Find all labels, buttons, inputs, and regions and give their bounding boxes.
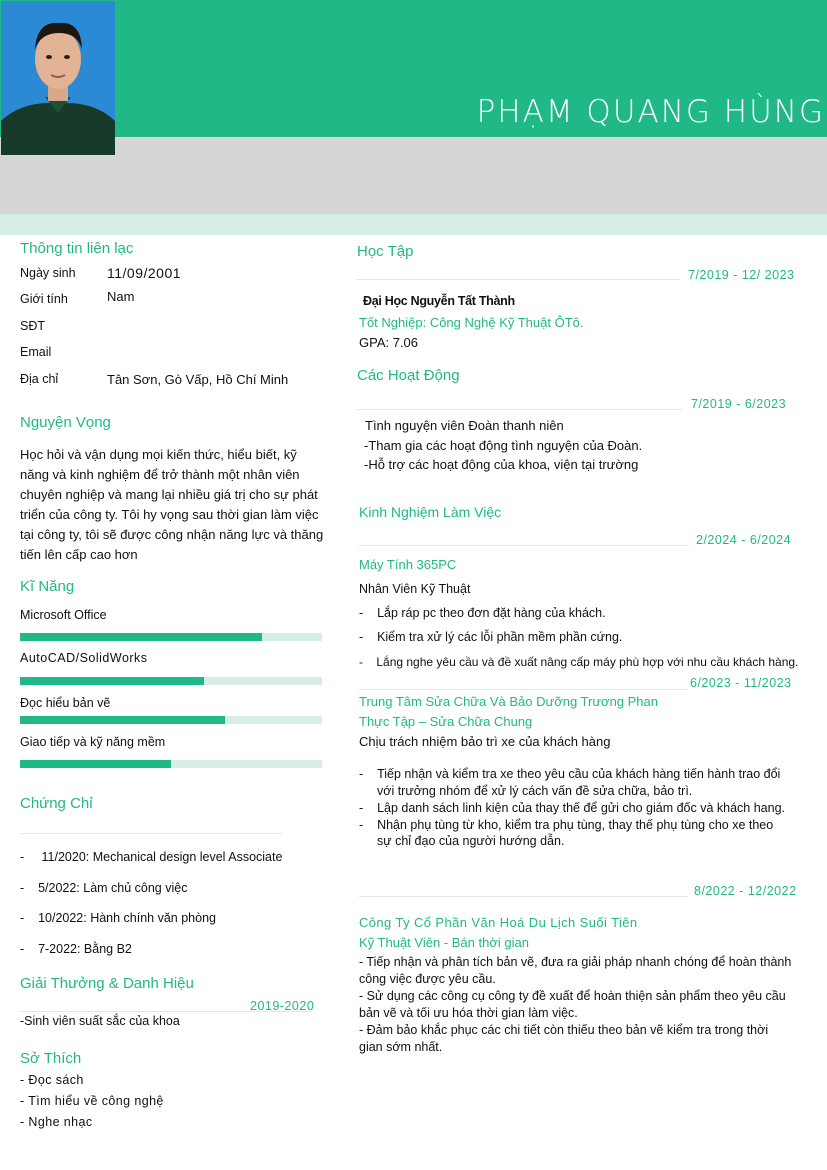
job-line: - Sử dụng các công cụ công ty đề xuất để hoàn thiện sản phẩm theo yêu cầu (359, 989, 786, 1003)
job-description (359, 954, 809, 1056)
activity-line: -Tham gia các hoạt động tình nguyện của Đoàn. (364, 438, 643, 453)
skill-bar (20, 760, 322, 768)
awards-heading: Giải Thưởng & Danh Hiệu (20, 975, 194, 992)
skill-bar (20, 677, 322, 685)
job-line: - Tiếp nhận và phân tích bản vẽ, đưa ra giải pháp nhanh chóng để hoàn thành (359, 955, 792, 969)
job-role: Nhân Viên Kỹ Thuật (359, 582, 471, 596)
skill-name: AutoCAD/SolidWorks (20, 651, 148, 665)
job-bullet: - Lắp ráp pc theo đơn đặt hàng của khách. (359, 606, 606, 620)
school-name: Đại Học Nguyễn Tất Thành (363, 294, 515, 308)
job-date: 6/2023 - 11/2023 (690, 676, 792, 690)
job-company: Máy Tính 365PC (359, 557, 457, 572)
job-company: Trung Tâm Sửa Chữa Và Bảo Dưỡng Trương Phan (359, 694, 658, 709)
job-line: gian sớm nhất. (359, 1040, 443, 1054)
profile-photo (1, 1, 115, 155)
objective-text (20, 445, 330, 565)
job-line: công việc được yêu cầu. (359, 972, 496, 986)
divider (359, 545, 689, 546)
activities-date: 7/2019 - 6/2023 (691, 397, 787, 411)
major: Tốt Nghiệp: Công Nghệ Kỹ Thuật ÔTô. (359, 315, 584, 330)
gender-label: Giới tính (20, 292, 68, 306)
divider (20, 833, 282, 834)
job-company: Công Ty Cổ Phần Văn Hoá Du Lịch Suối Tiên (359, 915, 638, 930)
job-bullet: - Lập danh sách linh kiện của thay thế để gửi cho giám đốc và khách hang. (359, 801, 786, 815)
contact-heading: Thông tin liên lạc (20, 240, 134, 257)
job-role: Kỹ Thuật Viên - Bán thời gian (359, 935, 529, 950)
job-bullet: - Nhận phụ tùng từ kho, kiểm tra phụ tùng, thay thế phụ tùng cho xe theo (359, 818, 774, 832)
hobby-item: - Tìm hiểu về công nghệ (20, 1094, 164, 1108)
dob-value: 11/09/2001 (107, 265, 182, 281)
skill-bar-fill (20, 677, 204, 685)
award-item: -Sinh viên suất sắc của khoa (20, 1014, 180, 1028)
activities-heading: Các Hoạt Động (357, 367, 460, 384)
skill-bar-fill (20, 760, 171, 768)
address-label: Địa chỉ (20, 372, 59, 386)
gpa: GPA: 7.06 (359, 335, 419, 350)
skill-bar-fill (20, 716, 225, 724)
header-gray-band (0, 137, 827, 214)
objective-line: tại công ty, tôi sẽ được công nhận năng lực và thăng (20, 527, 324, 542)
objective-line: năng và kinh nghiệm để trở thành một nhân viên (20, 467, 300, 482)
job-summary: Chịu trách nhiệm bảo trì xe của khách hàng (359, 734, 611, 749)
job-role: Thực Tập – Sửa Chữa Chung (359, 714, 533, 729)
awards-date: 2019-2020 (250, 999, 315, 1013)
skill-bar (20, 716, 322, 724)
skill-name: Đọc hiểu bản vẽ (20, 696, 111, 710)
objective-line: chuyên nghiệp và mang lại nhiều giá trị cho sự phát (20, 487, 318, 502)
job-line: - Đảm bảo khắc phục các chi tiết còn thiếu theo bản vẽ kiểm tra trong thời (359, 1023, 769, 1037)
objective-heading: Nguyện Vọng (20, 414, 111, 431)
job-bullet-cont: với trưởng nhóm để xử lý cách vấn đề sửa chữa, bảo trì. (377, 784, 693, 798)
job-line: bản vẽ và tối ưu hóa thời gian làm việc. (359, 1006, 578, 1020)
header-mint-band (0, 214, 827, 235)
divider (359, 689, 687, 690)
education-date: 7/2019 - 12/ 2023 (688, 268, 795, 282)
education-heading: Học Tập (357, 243, 414, 260)
skill-name: Microsoft Office (20, 608, 107, 622)
skill-name: Giao tiếp và kỹ năng mềm (20, 735, 166, 749)
dob-label: Ngày sinh (20, 266, 76, 280)
objective-line: triển của công ty. Tôi hy vọng sau thời gian làm việc (20, 507, 319, 522)
certificate-item: - 5/2022: Làm chủ công việc (20, 881, 188, 895)
gender-value: Nam (107, 289, 135, 304)
activity-line: -Hỗ trợ các hoạt động của khoa, viện tại trường (364, 457, 639, 472)
certificate-item: - 7-2022: Bằng B2 (20, 942, 132, 956)
job-date: 2/2024 - 6/2024 (696, 533, 792, 547)
objective-line: tiến lên cấp cao hơn (20, 547, 138, 562)
phone-label: SĐT (20, 319, 45, 333)
job-bullet: - Kiểm tra xử lý các lỗi phần mềm phần cứng. (359, 630, 623, 644)
skills-heading: Kĩ Năng (20, 578, 75, 595)
job-bullet: - Tiếp nhận và kiểm tra xe theo yêu cầu của khách hàng tiến hành trao đổi (359, 767, 781, 781)
activity-line: Tình nguyện viên Đoàn thanh niên (365, 418, 564, 433)
hobby-item: - Nghe nhạc (20, 1115, 93, 1129)
divider (357, 409, 682, 410)
certificate-item: - 10/2022: Hành chính văn phòng (20, 911, 216, 925)
hobby-item: - Đọc sách (20, 1073, 84, 1087)
divider (357, 279, 679, 280)
skill-bar (20, 633, 322, 641)
experience-heading: Kinh Nghiệm Làm Việc (359, 504, 502, 520)
job-date: 8/2022 - 12/2022 (694, 884, 797, 898)
job-bullet-cont: sự chỉ đạo của người hướng dẫn. (377, 834, 565, 848)
objective-line: Học hỏi và vận dụng mọi kiến thức, hiểu biết, kỹ (20, 447, 297, 462)
email-label: Email (20, 345, 52, 359)
candidate-name: PHẠM QUANG HÙNG (476, 94, 825, 130)
divider (359, 896, 687, 897)
address-value: Tân Sơn, Gò Vấp, Hồ Chí Minh (107, 372, 289, 387)
certificates-heading: Chứng Chỉ (20, 795, 93, 812)
hobbies-heading: Sở Thích (20, 1050, 82, 1067)
certificate-item: - 11/2020: Mechanical design level Associate (20, 850, 283, 864)
skill-bar-fill (20, 633, 262, 641)
job-bullet: - Lắng nghe yêu cầu và đề xuất nâng cấp máy phù hợp với nhu cầu khách hàng. (359, 655, 799, 669)
